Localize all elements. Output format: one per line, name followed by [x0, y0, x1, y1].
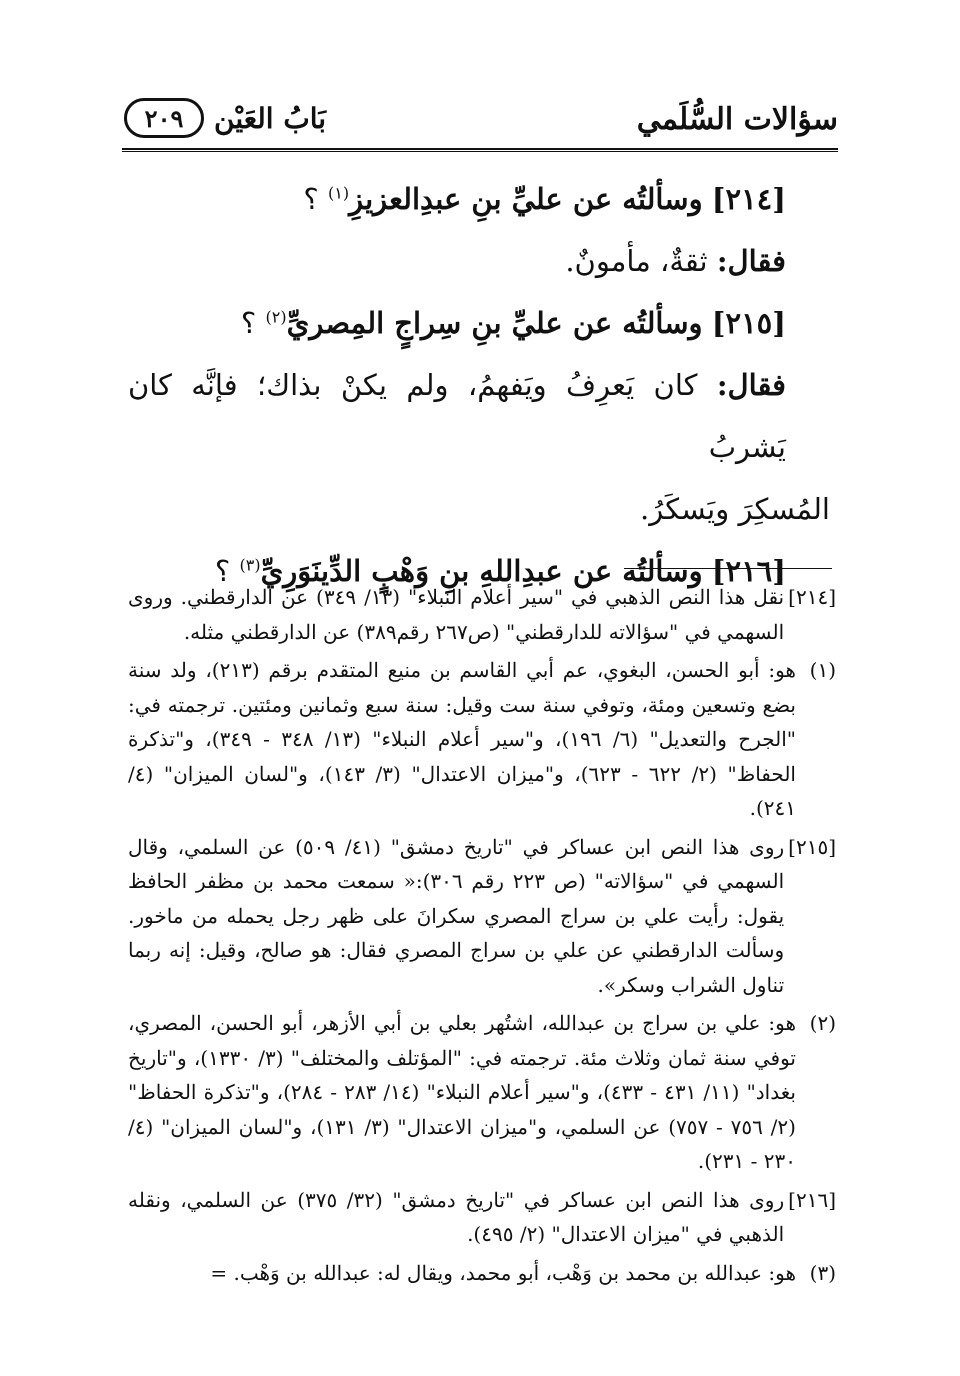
page-header	[122, 92, 838, 152]
footnote-ref[interactable]: (٢)	[265, 307, 287, 327]
question-lead: وسألتُه عن عليِّ بنِ عبدِالعزيزِ	[349, 182, 703, 216]
footnote-text: روى هذا النص ابن عساكر في "تاريخ دمشق" (٤١/ ٥٠٩) عن السلمي، وقال السهمي في "سؤالاته" (ص ٢٢٣ رقم ٣٠٦):« سمعت محمد بن مظفر الحافظ يقول: رأيت علي بن سراج المصري سكرانَ على ظهر رجل يحمله من ماخور. وسألت الدارقطني عن علي بن سراج المصري فقال: هو صالح، وقيل: إنه ربما تناول الشراب وسكر».	[128, 834, 785, 997]
entry-number: [٢١٦]	[711, 554, 786, 588]
answer-label: فقال:	[716, 368, 786, 402]
entry-215-answer-continued	[128, 478, 830, 540]
footnote-mark: (٣)	[809, 1260, 836, 1285]
footnote-item	[128, 653, 836, 826]
entry-214-question	[128, 168, 830, 230]
question-mark: ؟	[240, 306, 257, 340]
question-mark: ؟	[303, 182, 319, 216]
footnote-ref[interactable]: (٣)	[239, 555, 261, 575]
footnote-text: هو: علي بن سراج بن عبدالله، اشتُهر بعلي بن أبي الأزهر، أبو الحسن، المصري، توفي سنة ثمان وثلاث مئة. ترجمته في: "المؤتلف والمختلف" (٣/ ١٣٣٠)، و"تاريخ بغداد" (١١/ ٤٣١ - ٤٣٣)، و"سير أعلام النبلاء" (١٤/ ٢٨٣ - ٢٨٤)، و"تذكرة الحفاظ" (٢/ ٧٥٦ - ٧٥٧) عن السلمي، و"ميزان الاعتدال" (٣/ ١٣١)، و"لسان الميزان" (٤/ ٢٣٠ - ٢٣١).	[128, 1011, 796, 1173]
footnote-mark: [٢١٤]	[788, 585, 836, 609]
answer-text: المُسكِرَ ويَسكَرُ.	[640, 492, 830, 526]
footnote-text: هو: أبو الحسن، البغوي، عم أبي القاسم بن منيع المتقدم برقم (٢١٣)، ولد سنة بضع وتسعين ومئة، وتوفي سنة ست وقيل: سنة سبع وثمانين ومئتين. ترجمته في: "الجرح والتعديل" (٦/ ١٩٦)، و"سير أعلام النبلاء" (١٣/ ٣٤٨ - ٣٤٩)، و"تذكرة الحفاظ" (٢/ ٦٢٢ - ٦٢٣)، و"ميزان الاعتدال" (٣/ ١٤٣)، و"لسان الميزان" (٤/ ٢٤١).	[128, 658, 796, 820]
footnote-ref[interactable]: (١)	[327, 183, 350, 203]
footnote-item	[128, 1256, 836, 1291]
answer-label: فقال:	[716, 244, 786, 278]
footnote-mark: [٢١٥]	[788, 834, 836, 859]
header-divider	[122, 148, 838, 152]
footnote-mark: [٢١٦]	[788, 1187, 836, 1212]
footnote-text: نقل هذا النص الذهبي في "سير أعلام النبلاء" (١٣/ ٣٤٩) عن الدارقطني. وروى السهمي في "سؤالاته للدارقطني" (ص٢٦٧ رقم٣٨٩) عن الدارقطني مثله.	[128, 585, 785, 644]
entry-214-answer	[128, 230, 830, 292]
answer-text: ثقةٌ، مأمونٌ.	[565, 244, 708, 278]
question-lead: وسألتُه عن عليِّ بنِ سِراجٍ المِصريِّ	[286, 306, 703, 340]
main-text	[128, 168, 830, 602]
question-mark: ؟	[214, 554, 231, 588]
footnote-text: هو: عبدالله بن محمد بن وَهْب، أبو محمد، ويقال له: عبدالله بن وَهْب. =	[210, 1260, 796, 1285]
page-number: ٢٠٩	[144, 103, 184, 133]
footnote-item	[128, 1006, 836, 1179]
entry-215-answer	[128, 354, 830, 478]
footnote-mark: (١)	[809, 658, 836, 682]
chapter-title: بَابُ العَيْن	[214, 102, 327, 135]
footnote-item	[128, 1183, 836, 1252]
footnote-item	[128, 580, 836, 649]
footnote-item	[128, 830, 836, 1003]
entry-number: [٢١٥]	[711, 306, 786, 340]
question-lead: وسألتُه عن عبدِاللهِ بنِ وَهْبٍ الدِّينَوَرِيِّ	[260, 554, 703, 588]
footnote-text: روى هذا النص ابن عساكر في "تاريخ دمشق" (٣٢/ ٣٧٥) عن السلمي، ونقله الذهبي في "ميزان الاعتدال" (٢/ ٤٩٥).	[128, 1187, 785, 1246]
footnote-mark: (٢)	[809, 1011, 836, 1035]
footnote-separator	[624, 568, 832, 569]
footnotes	[128, 580, 836, 1294]
answer-text: كان يَعرِفُ ويَفهمُ، ولم يكنْ بذاك؛ فإنَّه كان يَشربُ	[128, 368, 786, 464]
page-number-badge	[124, 98, 204, 138]
entry-number: [٢١٤]	[711, 182, 786, 216]
entry-215-question	[128, 292, 830, 354]
book-title: سؤالات السُّلَمي	[636, 102, 838, 137]
